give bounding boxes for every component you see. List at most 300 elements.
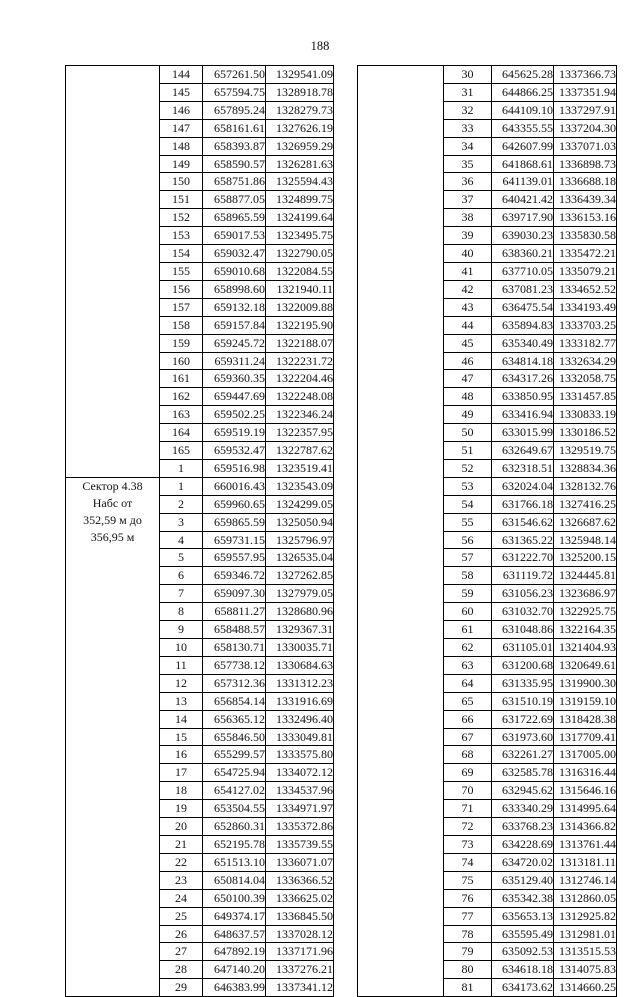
x-coordinate-cell: 634814.18	[492, 352, 554, 370]
point-number-cell: 35	[444, 155, 492, 173]
x-coordinate-cell: 635092.53	[492, 943, 554, 961]
sector-cell	[66, 477, 160, 996]
point-number-cell: 45	[444, 334, 492, 352]
y-coordinate-cell: 1321404.93	[554, 639, 617, 657]
point-number-cell: 11	[160, 656, 203, 674]
y-coordinate-cell: 1314075.83	[554, 961, 617, 979]
point-number-cell: 69	[444, 764, 492, 782]
x-coordinate-cell: 654127.02	[203, 782, 266, 800]
x-coordinate-cell: 635595.49	[492, 925, 554, 943]
point-number-cell: 163	[160, 406, 203, 424]
y-coordinate-cell: 1322204.46	[266, 370, 334, 388]
y-coordinate-cell: 1322164.35	[554, 621, 617, 639]
y-coordinate-cell: 1328132.76	[554, 477, 617, 495]
x-coordinate-cell: 632024.04	[492, 477, 554, 495]
y-coordinate-cell: 1330684.63	[266, 656, 334, 674]
y-coordinate-cell: 1325796.97	[266, 531, 334, 549]
x-coordinate-cell: 633416.94	[492, 406, 554, 424]
point-number-cell: 150	[160, 173, 203, 191]
y-coordinate-cell: 1330035.71	[266, 639, 334, 657]
x-coordinate-cell: 631510.19	[492, 692, 554, 710]
point-number-cell: 162	[160, 388, 203, 406]
x-coordinate-cell: 644109.10	[492, 101, 554, 119]
point-number-cell: 58	[444, 567, 492, 585]
point-number-cell: 37	[444, 191, 492, 209]
x-coordinate-cell: 631105.01	[492, 639, 554, 657]
y-coordinate-cell: 1336625.02	[266, 889, 334, 907]
y-coordinate-cell: 1334193.49	[554, 298, 617, 316]
point-number-cell: 55	[444, 513, 492, 531]
x-coordinate-cell: 652195.78	[203, 835, 266, 853]
y-coordinate-cell: 1312925.82	[554, 907, 617, 925]
point-number-cell: 47	[444, 370, 492, 388]
point-number-cell: 76	[444, 889, 492, 907]
point-number-cell: 158	[160, 316, 203, 334]
x-coordinate-cell: 659447.69	[203, 388, 266, 406]
x-coordinate-cell: 641139.01	[492, 173, 554, 191]
x-coordinate-cell: 657594.75	[203, 83, 266, 101]
x-coordinate-cell: 632261.27	[492, 746, 554, 764]
point-number-cell: 14	[160, 710, 203, 728]
point-number-cell: 144	[160, 66, 203, 84]
x-coordinate-cell: 659097.30	[203, 585, 266, 603]
point-number-cell: 160	[160, 352, 203, 370]
point-number-cell: 26	[160, 925, 203, 943]
point-number-cell: 44	[444, 316, 492, 334]
point-number-cell: 12	[160, 674, 203, 692]
y-coordinate-cell: 1322084.55	[266, 262, 334, 280]
x-coordinate-cell: 658130.71	[203, 639, 266, 657]
point-number-cell: 151	[160, 191, 203, 209]
y-coordinate-cell: 1319900.30	[554, 674, 617, 692]
point-number-cell: 36	[444, 173, 492, 191]
sector-cell	[66, 66, 160, 478]
x-coordinate-cell: 649374.17	[203, 907, 266, 925]
y-coordinate-cell: 1312860.05	[554, 889, 617, 907]
x-coordinate-cell: 659346.72	[203, 567, 266, 585]
point-number-cell: 73	[444, 835, 492, 853]
x-coordinate-cell: 657895.24	[203, 101, 266, 119]
x-coordinate-cell: 637081.23	[492, 280, 554, 298]
y-coordinate-cell: 1336071.07	[266, 853, 334, 871]
x-coordinate-cell: 635340.49	[492, 334, 554, 352]
point-number-cell: 74	[444, 853, 492, 871]
x-coordinate-cell: 631546.62	[492, 513, 554, 531]
y-coordinate-cell: 1322790.05	[266, 245, 334, 263]
point-number-cell: 71	[444, 800, 492, 818]
x-coordinate-cell: 638360.21	[492, 245, 554, 263]
y-coordinate-cell: 1328680.96	[266, 603, 334, 621]
point-number-cell: 16	[160, 746, 203, 764]
y-coordinate-cell: 1334072.12	[266, 764, 334, 782]
y-coordinate-cell: 1325948.14	[554, 531, 617, 549]
point-number-cell: 20	[160, 818, 203, 836]
point-number-cell: 147	[160, 119, 203, 137]
x-coordinate-cell: 633015.99	[492, 424, 554, 442]
x-coordinate-cell: 651513.10	[203, 853, 266, 871]
point-number-cell: 6	[160, 567, 203, 585]
y-coordinate-cell: 1330186.52	[554, 424, 617, 442]
y-coordinate-cell: 1322195.90	[266, 316, 334, 334]
point-number-cell: 21	[160, 835, 203, 853]
point-number-cell: 159	[160, 334, 203, 352]
point-number-cell: 40	[444, 245, 492, 263]
x-coordinate-cell: 632585.78	[492, 764, 554, 782]
y-coordinate-cell: 1324199.64	[266, 209, 334, 227]
y-coordinate-cell: 1327626.19	[266, 119, 334, 137]
x-coordinate-cell: 631335.95	[492, 674, 554, 692]
y-coordinate-cell: 1337204.30	[554, 119, 617, 137]
sector-label-line: Набс от	[92, 495, 133, 510]
x-coordinate-cell: 656854.14	[203, 692, 266, 710]
coordinates-table-left	[65, 65, 334, 997]
point-number-cell: 23	[160, 871, 203, 889]
x-coordinate-cell: 631365.22	[492, 531, 554, 549]
point-number-cell: 78	[444, 925, 492, 943]
x-coordinate-cell: 650814.04	[203, 871, 266, 889]
x-coordinate-cell: 633850.95	[492, 388, 554, 406]
x-coordinate-cell: 631056.23	[492, 585, 554, 603]
y-coordinate-cell: 1337366.73	[554, 66, 617, 84]
x-coordinate-cell: 647140.20	[203, 961, 266, 979]
x-coordinate-cell: 631048.86	[492, 621, 554, 639]
y-coordinate-cell: 1324445.81	[554, 567, 617, 585]
x-coordinate-cell: 633768.23	[492, 818, 554, 836]
table-row	[358, 66, 617, 84]
y-coordinate-cell: 1335830.58	[554, 227, 617, 245]
point-number-cell: 7	[160, 585, 203, 603]
sector-label-line: 356,95 м	[90, 529, 135, 544]
point-number-cell: 80	[444, 961, 492, 979]
y-coordinate-cell: 1325594.43	[266, 173, 334, 191]
y-coordinate-cell: 1328918.78	[266, 83, 334, 101]
x-coordinate-cell: 631119.72	[492, 567, 554, 585]
y-coordinate-cell: 1337341.12	[266, 979, 334, 997]
x-coordinate-cell: 659132.18	[203, 298, 266, 316]
point-number-cell: 60	[444, 603, 492, 621]
y-coordinate-cell: 1335079.21	[554, 262, 617, 280]
y-coordinate-cell: 1329519.75	[554, 442, 617, 460]
y-coordinate-cell: 1329541.09	[266, 66, 334, 84]
point-number-cell: 164	[160, 424, 203, 442]
x-coordinate-cell: 645625.28	[492, 66, 554, 84]
y-coordinate-cell: 1323519.41	[266, 459, 334, 477]
point-number-cell: 8	[160, 603, 203, 621]
x-coordinate-cell: 644866.25	[492, 83, 554, 101]
x-coordinate-cell: 659865.59	[203, 513, 266, 531]
x-coordinate-cell: 635894.83	[492, 316, 554, 334]
y-coordinate-cell: 1332058.75	[554, 370, 617, 388]
point-number-cell: 57	[444, 549, 492, 567]
y-coordinate-cell: 1327979.05	[266, 585, 334, 603]
sector-cell	[358, 66, 444, 997]
sector-label-line: 352,59 м до	[83, 512, 142, 527]
x-coordinate-cell: 650100.39	[203, 889, 266, 907]
y-coordinate-cell: 1334537.96	[266, 782, 334, 800]
y-coordinate-cell: 1322248.08	[266, 388, 334, 406]
point-number-cell: 155	[160, 262, 203, 280]
point-number-cell: 43	[444, 298, 492, 316]
point-number-cell: 161	[160, 370, 203, 388]
x-coordinate-cell: 659032.47	[203, 245, 266, 263]
y-coordinate-cell: 1337071.03	[554, 137, 617, 155]
point-number-cell: 77	[444, 907, 492, 925]
y-coordinate-cell: 1334652.52	[554, 280, 617, 298]
point-number-cell: 70	[444, 782, 492, 800]
x-coordinate-cell: 643355.55	[492, 119, 554, 137]
y-coordinate-cell: 1317005.00	[554, 746, 617, 764]
y-coordinate-cell: 1334971.97	[266, 800, 334, 818]
y-coordinate-cell: 1313181.11	[554, 853, 617, 871]
y-coordinate-cell: 1326535.04	[266, 549, 334, 567]
x-coordinate-cell: 632945.62	[492, 782, 554, 800]
y-coordinate-cell: 1322357.95	[266, 424, 334, 442]
y-coordinate-cell: 1326281.63	[266, 155, 334, 173]
y-coordinate-cell: 1336845.50	[266, 907, 334, 925]
point-number-cell: 9	[160, 621, 203, 639]
y-coordinate-cell: 1314995.64	[554, 800, 617, 818]
point-number-cell: 154	[160, 245, 203, 263]
point-number-cell: 18	[160, 782, 203, 800]
point-number-cell: 81	[444, 979, 492, 997]
point-number-cell: 61	[444, 621, 492, 639]
x-coordinate-cell: 631032.70	[492, 603, 554, 621]
sector-label-line: Сектор 4.38	[82, 478, 143, 493]
y-coordinate-cell: 1337028.12	[266, 925, 334, 943]
point-number-cell: 65	[444, 692, 492, 710]
point-number-cell: 53	[444, 477, 492, 495]
point-number-cell: 39	[444, 227, 492, 245]
page-number: 188	[310, 39, 330, 53]
x-coordinate-cell: 631200.68	[492, 656, 554, 674]
point-number-cell: 148	[160, 137, 203, 155]
point-number-cell: 29	[160, 979, 203, 997]
y-coordinate-cell: 1336898.73	[554, 155, 617, 173]
y-coordinate-cell: 1324899.75	[266, 191, 334, 209]
x-coordinate-cell: 632318.51	[492, 459, 554, 477]
y-coordinate-cell: 1337351.94	[554, 83, 617, 101]
y-coordinate-cell: 1322346.24	[266, 406, 334, 424]
x-coordinate-cell: 654725.94	[203, 764, 266, 782]
point-number-cell: 56	[444, 531, 492, 549]
x-coordinate-cell: 658161.61	[203, 119, 266, 137]
point-number-cell: 67	[444, 728, 492, 746]
point-number-cell: 149	[160, 155, 203, 173]
point-number-cell: 30	[444, 66, 492, 84]
x-coordinate-cell: 656365.12	[203, 710, 266, 728]
point-number-cell: 33	[444, 119, 492, 137]
x-coordinate-cell: 659516.98	[203, 459, 266, 477]
point-number-cell: 32	[444, 101, 492, 119]
y-coordinate-cell: 1317709.41	[554, 728, 617, 746]
point-number-cell: 157	[160, 298, 203, 316]
y-coordinate-cell: 1318428.38	[554, 710, 617, 728]
x-coordinate-cell: 636475.54	[492, 298, 554, 316]
y-coordinate-cell: 1333575.80	[266, 746, 334, 764]
point-number-cell: 15	[160, 728, 203, 746]
x-coordinate-cell: 631766.18	[492, 495, 554, 513]
point-number-cell: 27	[160, 943, 203, 961]
y-coordinate-cell: 1324299.05	[266, 495, 334, 513]
y-coordinate-cell: 1325050.94	[266, 513, 334, 531]
x-coordinate-cell: 637710.05	[492, 262, 554, 280]
y-coordinate-cell: 1321940.11	[266, 280, 334, 298]
y-coordinate-cell: 1313515.53	[554, 943, 617, 961]
y-coordinate-cell: 1333703.25	[554, 316, 617, 334]
y-coordinate-cell: 1332634.29	[554, 352, 617, 370]
x-coordinate-cell: 635129.40	[492, 871, 554, 889]
y-coordinate-cell: 1336688.18	[554, 173, 617, 191]
point-number-cell: 4	[160, 531, 203, 549]
point-number-cell: 31	[444, 83, 492, 101]
x-coordinate-cell: 635342.38	[492, 889, 554, 907]
x-coordinate-cell: 631222.70	[492, 549, 554, 567]
point-number-cell: 50	[444, 424, 492, 442]
x-coordinate-cell: 648637.57	[203, 925, 266, 943]
x-coordinate-cell: 634317.26	[492, 370, 554, 388]
point-number-cell: 153	[160, 227, 203, 245]
table-row	[66, 66, 334, 84]
y-coordinate-cell: 1322009.88	[266, 298, 334, 316]
y-coordinate-cell: 1329367.31	[266, 621, 334, 639]
point-number-cell: 62	[444, 639, 492, 657]
point-number-cell: 68	[444, 746, 492, 764]
x-coordinate-cell: 659557.95	[203, 549, 266, 567]
point-number-cell: 17	[160, 764, 203, 782]
y-coordinate-cell: 1316316.44	[554, 764, 617, 782]
point-number-cell: 79	[444, 943, 492, 961]
point-number-cell: 19	[160, 800, 203, 818]
point-number-cell: 52	[444, 459, 492, 477]
x-coordinate-cell: 633340.29	[492, 800, 554, 818]
point-number-cell: 1	[160, 477, 203, 495]
x-coordinate-cell: 635653.13	[492, 907, 554, 925]
x-coordinate-cell: 659960.65	[203, 495, 266, 513]
x-coordinate-cell: 657738.12	[203, 656, 266, 674]
point-number-cell: 2	[160, 495, 203, 513]
coordinates-table-right	[357, 65, 617, 997]
point-number-cell: 54	[444, 495, 492, 513]
point-number-cell: 165	[160, 442, 203, 460]
point-number-cell: 22	[160, 853, 203, 871]
x-coordinate-cell: 646383.99	[203, 979, 266, 997]
point-number-cell: 46	[444, 352, 492, 370]
x-coordinate-cell: 658488.57	[203, 621, 266, 639]
y-coordinate-cell: 1327262.85	[266, 567, 334, 585]
y-coordinate-cell: 1326959.29	[266, 137, 334, 155]
y-coordinate-cell: 1312746.14	[554, 871, 617, 889]
x-coordinate-cell: 659532.47	[203, 442, 266, 460]
point-number-cell: 5	[160, 549, 203, 567]
x-coordinate-cell: 640421.42	[492, 191, 554, 209]
y-coordinate-cell: 1331312.23	[266, 674, 334, 692]
point-number-cell: 156	[160, 280, 203, 298]
x-coordinate-cell: 659311.24	[203, 352, 266, 370]
point-number-cell: 145	[160, 83, 203, 101]
y-coordinate-cell: 1336153.16	[554, 209, 617, 227]
x-coordinate-cell: 652860.31	[203, 818, 266, 836]
x-coordinate-cell: 634720.02	[492, 853, 554, 871]
y-coordinate-cell: 1325200.15	[554, 549, 617, 567]
table-row	[66, 477, 334, 495]
x-coordinate-cell: 642607.99	[492, 137, 554, 155]
x-coordinate-cell: 658751.86	[203, 173, 266, 191]
point-number-cell: 51	[444, 442, 492, 460]
x-coordinate-cell: 641868.61	[492, 155, 554, 173]
x-coordinate-cell: 659360.35	[203, 370, 266, 388]
x-coordinate-cell: 659157.84	[203, 316, 266, 334]
x-coordinate-cell: 658590.57	[203, 155, 266, 173]
point-number-cell: 3	[160, 513, 203, 531]
y-coordinate-cell: 1335472.21	[554, 245, 617, 263]
x-coordinate-cell: 634173.62	[492, 979, 554, 997]
point-number-cell: 152	[160, 209, 203, 227]
y-coordinate-cell: 1337276.21	[266, 961, 334, 979]
y-coordinate-cell: 1323495.75	[266, 227, 334, 245]
y-coordinate-cell: 1314366.82	[554, 818, 617, 836]
y-coordinate-cell: 1322925.75	[554, 603, 617, 621]
point-number-cell: 13	[160, 692, 203, 710]
y-coordinate-cell: 1328279.73	[266, 101, 334, 119]
y-coordinate-cell: 1314660.25	[554, 979, 617, 997]
x-coordinate-cell: 634618.18	[492, 961, 554, 979]
y-coordinate-cell: 1330833.19	[554, 406, 617, 424]
x-coordinate-cell: 658811.27	[203, 603, 266, 621]
x-coordinate-cell: 659010.68	[203, 262, 266, 280]
x-coordinate-cell: 660016.43	[203, 477, 266, 495]
x-coordinate-cell: 632649.67	[492, 442, 554, 460]
y-coordinate-cell: 1320649.61	[554, 656, 617, 674]
point-number-cell: 25	[160, 907, 203, 925]
y-coordinate-cell: 1315646.16	[554, 782, 617, 800]
x-coordinate-cell: 659519.19	[203, 424, 266, 442]
x-coordinate-cell: 631722.69	[492, 710, 554, 728]
x-coordinate-cell: 658998.60	[203, 280, 266, 298]
x-coordinate-cell: 653504.55	[203, 800, 266, 818]
x-coordinate-cell: 655299.57	[203, 746, 266, 764]
y-coordinate-cell: 1335372.86	[266, 818, 334, 836]
point-number-cell: 42	[444, 280, 492, 298]
point-number-cell: 24	[160, 889, 203, 907]
point-number-cell: 28	[160, 961, 203, 979]
point-number-cell: 146	[160, 101, 203, 119]
y-coordinate-cell: 1323543.09	[266, 477, 334, 495]
y-coordinate-cell: 1322188.07	[266, 334, 334, 352]
x-coordinate-cell: 657261.50	[203, 66, 266, 84]
x-coordinate-cell: 658965.59	[203, 209, 266, 227]
x-coordinate-cell: 639030.23	[492, 227, 554, 245]
y-coordinate-cell: 1323686.97	[554, 585, 617, 603]
y-coordinate-cell: 1327416.25	[554, 495, 617, 513]
x-coordinate-cell: 659502.25	[203, 406, 266, 424]
point-number-cell: 38	[444, 209, 492, 227]
x-coordinate-cell: 631973.60	[492, 728, 554, 746]
y-coordinate-cell: 1336439.34	[554, 191, 617, 209]
y-coordinate-cell: 1337297.91	[554, 101, 617, 119]
x-coordinate-cell: 658393.87	[203, 137, 266, 155]
x-coordinate-cell: 657312.36	[203, 674, 266, 692]
y-coordinate-cell: 1326687.62	[554, 513, 617, 531]
y-coordinate-cell: 1332496.40	[266, 710, 334, 728]
point-number-cell: 75	[444, 871, 492, 889]
point-number-cell: 10	[160, 639, 203, 657]
point-number-cell: 41	[444, 262, 492, 280]
point-number-cell: 64	[444, 674, 492, 692]
point-number-cell: 66	[444, 710, 492, 728]
y-coordinate-cell: 1333182.77	[554, 334, 617, 352]
y-coordinate-cell: 1333049.81	[266, 728, 334, 746]
point-number-cell: 59	[444, 585, 492, 603]
